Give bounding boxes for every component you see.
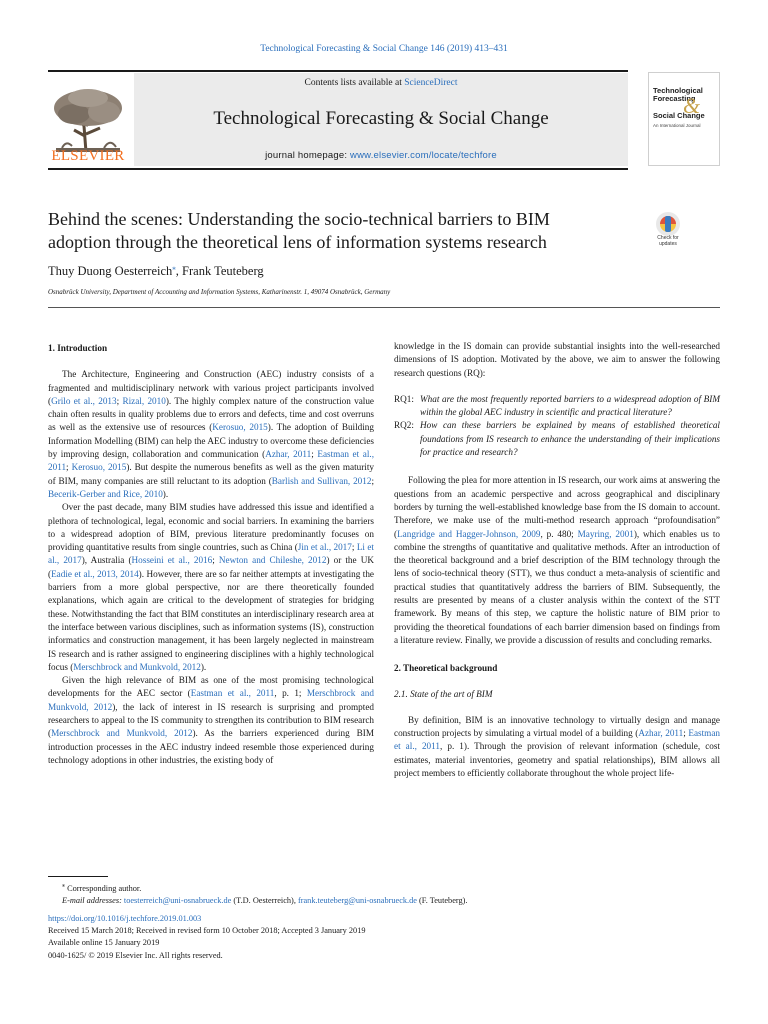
contents-line bbox=[134, 78, 628, 88]
citation-link[interactable]: Barlish and Sullivan, 2012 bbox=[271, 475, 372, 486]
body-text: ). However, there are so far neither attempts at investigating the barriers from a more global perspective, nor are there theoretically founded explanations, which again are critical to the development of strategies for bridging these. Notwithstanding the fact that BIM constitutes an interdisciplinary research area at the interface between various disciplines, such as information systems (IS), construction informatics and construction management, it has been largely neglected in mainstream IS research and is rather assigned to engineering disciplines with a highly technological focus ( bbox=[48, 568, 374, 672]
sciencedirect-link[interactable]: ScienceDirect bbox=[404, 78, 458, 88]
author-teuteberg[interactable]: , Frank Teuteberg bbox=[175, 264, 264, 279]
intro-paragraph-2 bbox=[48, 501, 374, 674]
journal-name: Technological Forecasting & Social Change bbox=[213, 108, 549, 129]
citation-link[interactable]: Grilo et al., 2013 bbox=[51, 395, 117, 406]
intro-paragraph-5 bbox=[394, 474, 720, 647]
research-question-1 bbox=[394, 393, 720, 420]
journal-homepage bbox=[134, 150, 628, 161]
author-oesterreich[interactable]: Thuy Duong Oesterreich bbox=[48, 264, 173, 279]
homepage-link[interactable]: www.elsevier.com/locate/techfore bbox=[350, 150, 497, 161]
body-text: ; bbox=[371, 475, 375, 486]
footnote-rule bbox=[48, 876, 108, 877]
bim-paragraph-1 bbox=[394, 714, 720, 780]
body-text: Over the past decade, many BIM studies have addressed this issue and identified a plethora of technological, legal, economic and social barriers. In examining the barriers to a widespread adoption of BIM, previous literature predominantly focuses on providing quantitative results from single countries, such as China ( bbox=[48, 502, 374, 553]
available-online-date: Available online 15 January 2019 bbox=[48, 938, 160, 948]
body-text: ). The highly complex nature of the construction value chain often results in quality problems due to errors and defects, time and cost overruns as well as the extensive use of resources ( bbox=[48, 395, 375, 433]
check-for-updates-label bbox=[644, 236, 692, 247]
rq2-label: RQ2: bbox=[394, 420, 414, 431]
email-label: E-mail addresses: bbox=[62, 895, 122, 905]
body-text: ), Australia ( bbox=[81, 555, 132, 566]
contents-prefix: Contents lists available at bbox=[304, 78, 405, 88]
body-text: ; bbox=[683, 728, 689, 739]
body-text: ), which enables us to combine the strengths of quantitative and qualitative methods. After an introduction of the theoretical background and a brief description of the BIM technology through the lens of socio-technical theory (STT), we thus conduct a meta-analysis of scientific and practical studies that quantitatively address the barriers of BIM. Subsequently, the results are presented by means of a cluster analysis within the context of the STT framework. By means of this step, we capture the holistic nature of BIM prior to providing the theoretical foundations of each barrier dimension based on findings from a literature review. Finally, we provide a discussion of results and concluding remarks. bbox=[394, 528, 721, 645]
journal-cover-thumbnail[interactable] bbox=[648, 72, 720, 166]
citation-link[interactable]: Kerosuo, 2015 bbox=[71, 462, 127, 473]
citation-link[interactable]: Azhar, 2011 bbox=[265, 449, 312, 460]
section-heading-theoretical-background: 2. Theoretical background bbox=[394, 663, 498, 674]
footnote-mark: ⁎ bbox=[62, 883, 65, 889]
article-title bbox=[48, 208, 628, 254]
body-text: ). As the barriers experienced during BIM introduction processes in the AEC industry indeed resemble those experienced during technology adoptions in other industries, the existing body of bbox=[48, 728, 374, 765]
cover-ampersand-icon: & bbox=[683, 93, 701, 118]
article-title-line-2: adoption through the theoretical lens of information systems research bbox=[48, 232, 547, 252]
intro-paragraph-1 bbox=[48, 368, 374, 501]
email-oesterreich-link[interactable]: toesterreich@uni-osnabrueck.de bbox=[123, 895, 232, 905]
email-teuteberg-link[interactable]: frank.teuteberg@uni-osnabrueck.de bbox=[297, 895, 417, 905]
check-for-updates-line-2: updates bbox=[659, 240, 677, 247]
body-text: ). bbox=[162, 488, 169, 499]
intro-paragraph-3 bbox=[48, 674, 374, 767]
author-affiliation: Osnabrück University, Department of Accounting and Information Systems, Katharinenstr. 1, 49074 Osnabrück, Germany bbox=[48, 288, 391, 296]
left-column bbox=[48, 340, 374, 767]
citation-link[interactable]: Eadie et al., 2013, 2014 bbox=[51, 568, 139, 579]
copyright-line: 0040-1625/ © 2019 Elsevier Inc. All rights reserved. bbox=[48, 950, 223, 960]
body-text: ; bbox=[212, 555, 219, 566]
body-text: ), the lack of interest in IS research is surprising and prompted researchers to appeal to the IS community to strengthen its contribution to BIM research ( bbox=[48, 701, 374, 739]
received-dates: Received 15 March 2018; Received in revised form 10 October 2018; Accepted 3 January 2019 bbox=[48, 926, 366, 936]
citation-link[interactable]: Eastman et al., 2011 bbox=[190, 688, 275, 699]
citation-link[interactable]: Langridge and Hagger-Johnson, 2009 bbox=[397, 528, 541, 539]
masthead-rule-top bbox=[48, 70, 628, 72]
author-list bbox=[48, 264, 648, 279]
email-oesterreich-owner: (T.D. Oesterreich), bbox=[231, 895, 298, 905]
citation-link[interactable]: Rizal, 2010 bbox=[122, 395, 166, 406]
corresponding-author-text: Corresponding author. bbox=[65, 883, 142, 893]
body-text: , p. 1; bbox=[274, 688, 307, 699]
citation-link[interactable]: Mayring, 2001 bbox=[577, 528, 634, 539]
body-text: Following the plea for more attention in IS research, our work aims at answering the questions from an academic perspective and across geographical and disciplinary borders by turning the well-established knowledge base from the IS domain to account. Therefore, we make use of the multi-method research approach “profoundisation” ( bbox=[394, 475, 720, 539]
body-text: ) or the UK ( bbox=[48, 555, 374, 579]
body-text: ; bbox=[311, 449, 318, 460]
citation-link[interactable]: Kerosuo, 2015 bbox=[212, 422, 268, 433]
cover-title-line-1: Technological bbox=[653, 86, 703, 95]
masthead-rule-bottom bbox=[48, 168, 628, 170]
body-text: By definition, BIM is an innovative technology to virtually design and manage construction projects by simulating a virtual model of a building ( bbox=[394, 714, 720, 739]
citation-link[interactable]: Azhar, 2011 bbox=[638, 728, 684, 739]
body-text: ; bbox=[66, 462, 72, 473]
check-for-updates-line-1: Check for bbox=[657, 235, 679, 241]
elsevier-wordmark: ELSEVIER bbox=[51, 148, 125, 164]
publication-info bbox=[48, 913, 720, 962]
email-teuteberg-owner: (F. Teuteberg). bbox=[416, 895, 468, 905]
journal-citation[interactable]: Technological Forecasting & Social Change 146 (2019) 413–431 bbox=[260, 44, 508, 54]
citation-link[interactable]: Li et al., 2017 bbox=[48, 542, 374, 566]
body-text: ). But despite the numerous benefits as well as the given maturity of BIM, many companies are still reluctant to its adoption ( bbox=[48, 462, 374, 486]
body-text: , p. 1). Through the provision of relevant information (schedule, cost estimates, material inventories, geometry and spatial relationships), BIM allows all project members to efficiently collaborate throughout the whole project life- bbox=[394, 741, 720, 779]
citation-link[interactable]: Eastman et al., 2011 bbox=[48, 449, 374, 473]
body-text: ). bbox=[200, 661, 207, 672]
right-column bbox=[394, 340, 720, 780]
footnotes bbox=[48, 880, 720, 907]
research-question-2 bbox=[394, 419, 720, 459]
citation-link[interactable]: Merschbrock and Munkvold, 2012 bbox=[73, 661, 201, 672]
body-text: Given the high relevance of BIM as one of the most promising technological developments for the AEC sector ( bbox=[48, 675, 374, 699]
homepage-prefix: journal homepage: bbox=[265, 150, 351, 161]
citation-link[interactable]: Becerik-Gerber and Rice, 2010 bbox=[48, 488, 163, 499]
cover-subtitle: An International Journal bbox=[653, 123, 701, 128]
body-text: ). The adoption of Building Information Modelling (BIM) can help the AEC industry to overcome these deficiencies by improving design, collaboration and communication ( bbox=[48, 422, 374, 460]
body-text: , p. 480; bbox=[540, 528, 578, 539]
rq1-text: What are the most frequently reported barriers to a widespread adoption of BIM within the global AEC industry in scientific and practical literature? bbox=[420, 393, 720, 418]
header-divider bbox=[48, 307, 720, 308]
citation-link[interactable]: Newton and Chileshe, 2012 bbox=[218, 555, 327, 566]
intro-paragraph-4: knowledge in the IS domain can provide substantial insights into the well-researched dimensions of IS adoption. Motivated by the above, we aim to answer the following research questions (RQ): bbox=[394, 341, 720, 378]
doi-link[interactable]: https://doi.org/10.1016/j.techfore.2019.01.003 bbox=[48, 914, 202, 923]
email-addresses bbox=[48, 895, 720, 907]
citation-link[interactable]: Merschbrock and Munkvold, 2012 bbox=[51, 728, 193, 739]
citation-link[interactable]: Merschbrock and Munkvold, 2012 bbox=[48, 688, 374, 712]
rq1-label: RQ1: bbox=[394, 393, 414, 404]
body-text: ; bbox=[116, 395, 123, 406]
subsection-heading-state-of-art: 2.1. State of the art of BIM bbox=[394, 688, 493, 699]
section-heading-introduction: 1. Introduction bbox=[48, 343, 108, 353]
rq2-text: How can these barriers be explained by means of established theoretical foundations from IS research to enhance the understanding of their implications for practice and research? bbox=[420, 420, 720, 458]
corresponding-author-mark[interactable]: ⁎ bbox=[172, 264, 176, 272]
citation-link[interactable]: Jin et al., 2017 bbox=[297, 542, 352, 553]
cover-title-line-3: Social Change bbox=[653, 111, 705, 120]
cover-title-line-2: Forecasting bbox=[653, 94, 696, 103]
citation-link[interactable]: Eastman et al., 2011 bbox=[394, 728, 720, 752]
citation-link[interactable]: Hosseini et al., 2016 bbox=[131, 555, 213, 566]
article-title-line-1: Behind the scenes: Understanding the socio-technical barriers to BIM bbox=[48, 209, 550, 229]
corresponding-author-note bbox=[48, 880, 720, 895]
body-text: The Architecture, Engineering and Construction (AEC) industry consists of a fragmented and multidisciplinary network with various project participants involved ( bbox=[48, 369, 374, 406]
body-text: ; bbox=[351, 542, 357, 553]
